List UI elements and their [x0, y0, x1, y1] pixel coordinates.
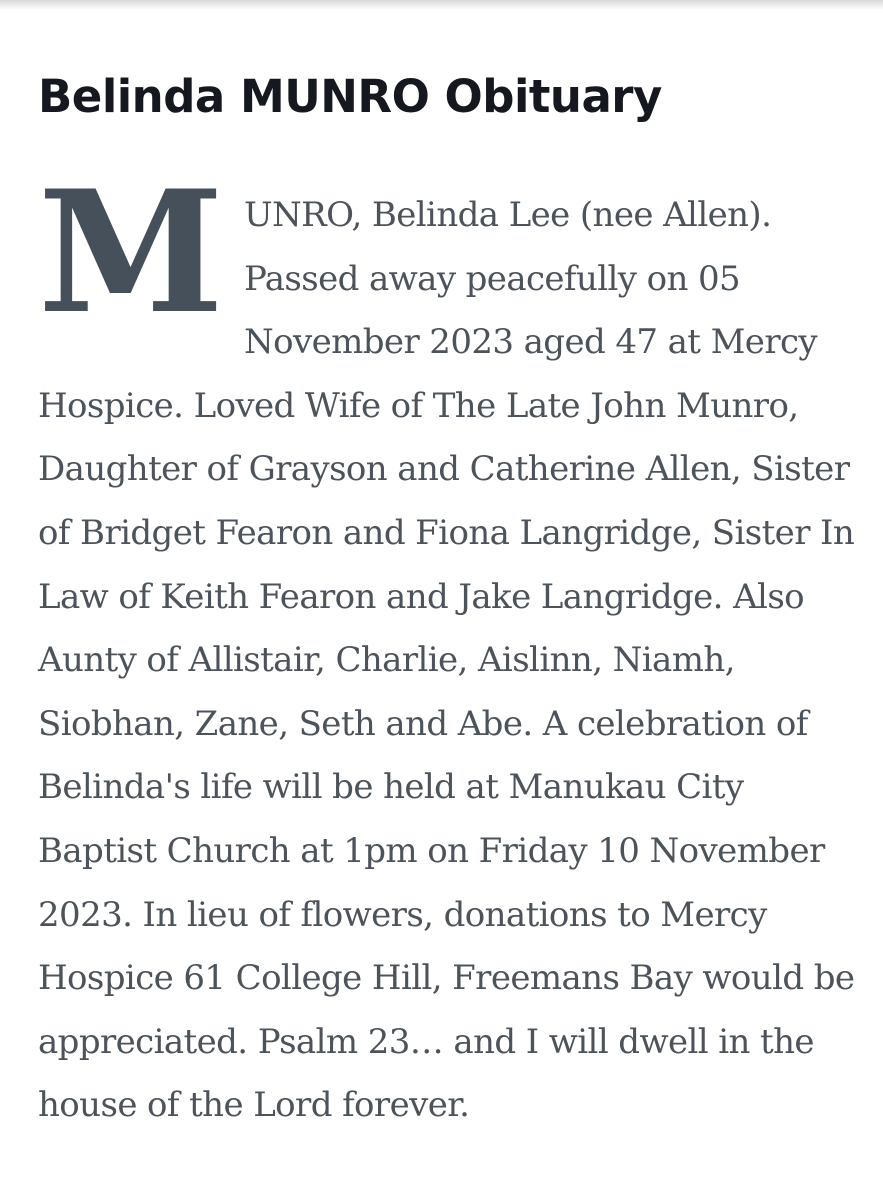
header-shadow	[0, 0, 883, 10]
drop-cap-letter: M	[38, 153, 222, 351]
obituary-text: UNRO, Belinda Lee (nee Allen). Passed away peacefully on 05 November 2023 aged 47 at Mercy Hospice. Loved Wife of The Late John Munro, Daughter of Grayson and Catherine Allen, Sister of Bridget Fearon and Fiona Langridge, Sister In Law of Keith Fearon and Jake Langridge. Also Aunty of Allistair, Charlie, Aislinn, Niamh, Siobhan, Zane, Seth and Abe. A celebration of Belinda's life will be held at Manukau City Baptist Church at 1pm on Friday 10 November 2023. In lieu of flowers, donations to Mercy Hospice 61 College Hill, Freemans Bay would be appreciated. Psalm 23… and I will dwell in the house of the Lord forever.	[38, 195, 855, 1126]
page-title: Belinda MUNRO Obituary	[38, 70, 662, 123]
obituary-body	[38, 153, 858, 1138]
